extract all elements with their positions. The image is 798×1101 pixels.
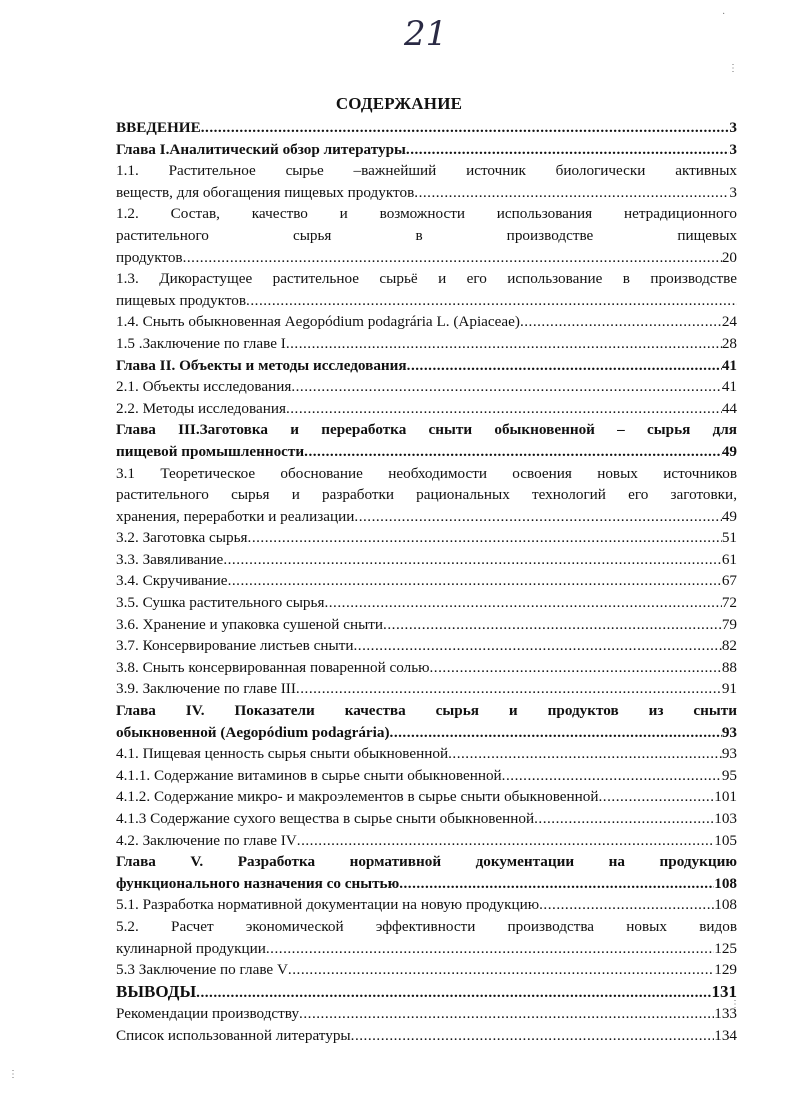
toc-entry-title: 1.4. Сныть обыкновенная Aegopódium podagrária L. (Apiaceae)	[116, 313, 520, 331]
toc-entry	[116, 678, 737, 700]
toc-entry-line	[116, 333, 737, 355]
toc-dot-leader	[354, 506, 721, 528]
toc-page-number: 82	[721, 637, 737, 655]
toc-dot-leader	[406, 139, 730, 161]
toc-entry	[116, 916, 737, 959]
toc-dot-leader	[246, 290, 737, 312]
toc-entry-line	[116, 808, 737, 830]
toc-entry	[116, 570, 737, 592]
toc-entry	[116, 851, 737, 894]
toc-entry-title: 3.6. Хранение и упаковка сушеной сныти	[116, 615, 384, 633]
toc-entry-line	[116, 311, 737, 333]
toc-dot-leader	[228, 570, 722, 592]
toc-page-number: 51	[721, 529, 737, 547]
toc-entry-line	[116, 527, 737, 549]
toc-dot-leader	[223, 549, 722, 571]
toc-entry-title: обыкновенной (Aegopódium podagrária)	[116, 723, 390, 741]
toc-entry	[116, 139, 737, 161]
toc-page-number: 103	[714, 810, 737, 827]
toc-page-number: 129	[714, 961, 737, 979]
toc-entry-title: продуктов	[116, 248, 183, 266]
toc-page-number: 67	[721, 572, 737, 590]
toc-entry-line	[116, 657, 737, 679]
toc-dot-leader	[353, 635, 721, 657]
toc-dot-leader	[407, 355, 722, 377]
toc-entry	[116, 786, 737, 808]
toc-dot-leader	[196, 982, 711, 1004]
toc-dot-leader	[539, 894, 714, 916]
toc-entry-title: пищевой промышленности	[116, 442, 305, 460]
toc-entry-title: 3.7. Консервирование листьев сныти	[116, 637, 354, 655]
toc-page-number: 72	[721, 594, 737, 612]
toc-entry-title: ВЫВОДЫ	[116, 981, 197, 1001]
toc-entry-line	[116, 678, 737, 700]
toc-dot-leader	[296, 678, 722, 700]
scan-artifact: ·	[722, 9, 726, 20]
toc-entry-title: 3.2. Заготовка сырья	[116, 529, 248, 547]
toc-entry	[116, 592, 737, 614]
toc-dot-leader	[297, 830, 714, 852]
toc-entry-title: 3.4. Скручивание	[116, 572, 228, 590]
toc-page-number: 3	[729, 119, 737, 136]
toc-page-number: 93	[721, 745, 737, 763]
toc-entry-text-line: растительного сырья и разработки рациональных технологий его заготовки,	[116, 486, 737, 504]
toc-dot-leader	[599, 786, 715, 808]
toc-entry	[116, 743, 737, 765]
toc-entry-title: хранения, переработки и реализации	[116, 507, 355, 525]
toc-dot-leader	[291, 376, 722, 398]
toc-entry	[116, 463, 737, 528]
toc-entry-line	[116, 398, 737, 420]
toc-entry-title: веществ, для обогащения пищевых продуктов	[116, 183, 415, 201]
toc-entry-title: 4.1.2. Содержание микро- и макроэлементов в сырье сныти обыкновенной	[116, 788, 599, 806]
toc-entry-text-line: Глава IV. Показатели качества сырья и продуктов из сныти	[116, 702, 737, 720]
toc-entry-line	[116, 786, 737, 808]
toc-page-number: 108	[714, 896, 737, 914]
toc-title: СОДЕРЖАНИЕ	[335, 94, 463, 113]
toc-entry-title: Список использованной литературы	[116, 1026, 351, 1044]
toc-entry-title: 4.1.1. Содержание витаминов в сырье сныти обыкновенной	[116, 766, 502, 784]
toc-entry-line	[116, 290, 737, 312]
toc-entry-title: 4.1.3 Содержание сухого вещества в сырье сныти обыкновенной	[116, 810, 535, 827]
toc-entry-title: кулинарной продукции	[116, 939, 266, 957]
table-of-contents	[116, 117, 737, 1047]
toc-entry	[116, 549, 737, 571]
toc-page-number: 101	[714, 788, 737, 806]
toc-dot-leader	[266, 938, 714, 960]
toc-page-number: 91	[721, 680, 737, 698]
toc-entry-line	[116, 959, 737, 981]
toc-entry-text-line: 3.1 Теоретическое обоснование необходимости освоения новых источников	[116, 464, 737, 482]
toc-entry	[116, 376, 737, 398]
toc-page-number: 20	[721, 248, 737, 266]
toc-entry-line	[116, 506, 737, 528]
toc-page-number: 125	[714, 939, 737, 957]
toc-entry	[116, 894, 737, 916]
toc-page-number: 28	[721, 334, 737, 352]
toc-entry-line	[116, 592, 737, 614]
toc-entry-title: функционального назначения со снытью	[116, 874, 400, 892]
toc-entry	[116, 333, 737, 355]
toc-entry-title: Глава I.Аналитический обзор литературы	[116, 140, 406, 158]
scan-artifact: ⋮	[730, 999, 740, 1010]
toc-entry-title: 4.1. Пищевая ценность сырья сныти обыкновенной	[116, 745, 449, 763]
toc-entry-line	[116, 376, 737, 398]
toc-entry	[116, 419, 737, 462]
toc-entry-line	[116, 722, 737, 744]
toc-entry-title: Глава II. Объекты и методы исследования	[116, 356, 407, 374]
toc-dot-leader	[286, 398, 722, 420]
toc-dot-leader	[414, 182, 729, 204]
toc-entry	[116, 117, 737, 139]
toc-entry	[116, 959, 737, 981]
toc-page-number: 41	[721, 378, 737, 396]
toc-dot-leader	[390, 722, 722, 744]
toc-entry-text-line: 1.1. Растительное сырье –важнейший источник биологически активных	[116, 162, 737, 180]
toc-entry-line	[116, 873, 737, 895]
toc-page-number: 49	[721, 507, 737, 525]
toc-dot-leader	[502, 765, 722, 787]
toc-entry-text-line: Глава III.Заготовка и переработка сныти обыкновенной – сырья для	[116, 421, 737, 439]
toc-entry-line	[116, 894, 737, 916]
toc-page-number: 105	[714, 831, 737, 849]
toc-dot-leader	[183, 247, 722, 269]
toc-entry-line	[116, 614, 737, 636]
toc-page-number: 49	[721, 442, 737, 460]
toc-dot-leader	[399, 873, 714, 895]
toc-dot-leader	[286, 333, 722, 355]
toc-entry	[116, 203, 737, 268]
toc-entry	[116, 1025, 737, 1047]
toc-dot-leader	[520, 311, 722, 333]
toc-page-number: 3	[729, 140, 737, 158]
toc-dot-leader	[304, 441, 722, 463]
toc-dot-leader	[288, 959, 714, 981]
toc-entry-line	[116, 743, 737, 765]
toc-page-number: 134	[714, 1026, 737, 1044]
toc-entry-line	[116, 570, 737, 592]
toc-entry-title: 3.8. Сныть консервированная поваренной солью	[116, 658, 430, 676]
toc-entry-text-line: Глава V. Разработка нормативной документации на продукцию	[116, 853, 737, 871]
toc-entry-line	[116, 247, 737, 269]
toc-page-number: 41	[721, 356, 737, 374]
toc-entry-title: 2.1. Объекты исследования	[116, 378, 292, 396]
toc-dot-leader	[324, 592, 721, 614]
toc-entry-text-line: растительного сырья в производстве пищевых	[116, 226, 737, 244]
toc-entry	[116, 765, 737, 787]
toc-entry	[116, 830, 737, 852]
toc-entry	[116, 268, 737, 311]
toc-page-number: 108	[714, 874, 737, 892]
toc-entry-line	[116, 182, 737, 204]
scan-artifact: ⋮	[8, 1069, 18, 1080]
toc-entry	[116, 355, 737, 377]
toc-entry	[116, 635, 737, 657]
toc-dot-leader	[448, 743, 722, 765]
toc-entry	[116, 398, 737, 420]
toc-page-number: 95	[721, 766, 737, 784]
toc-entry-line	[116, 830, 737, 852]
toc-page-number: 133	[714, 1005, 737, 1023]
toc-dot-leader	[248, 527, 722, 549]
toc-entry	[116, 981, 737, 1004]
toc-entry-line	[116, 355, 737, 377]
toc-entry-line	[116, 117, 737, 139]
toc-entry-line	[116, 635, 737, 657]
toc-entry-text-line: 1.2. Состав, качество и возможности использования нетрадиционного	[116, 205, 737, 223]
toc-entry-title: ВВЕДЕНИЕ	[116, 119, 201, 136]
page-number: 21	[404, 14, 448, 54]
toc-entry-text-line: 1.3. Дикорастущее растительное сырьё и его использование в производстве	[116, 270, 737, 288]
toc-page-number: 79	[721, 615, 737, 633]
toc-entry	[116, 808, 737, 830]
toc-page-number: 3	[729, 183, 737, 201]
toc-entry-title: 3.9. Заключение по главе III	[116, 680, 296, 698]
toc-entry-title: 5.3 Заключение по главе V	[116, 961, 288, 979]
toc-entry-line	[116, 441, 737, 463]
toc-page-number: 61	[721, 550, 737, 568]
toc-dot-leader	[534, 808, 714, 830]
toc-entry	[116, 1003, 737, 1025]
toc-entry-title: 3.3. Завяливание	[116, 550, 224, 568]
toc-entry-title: 2.2. Методы исследования	[116, 399, 286, 417]
toc-dot-leader	[299, 1003, 714, 1025]
toc-entry-line	[116, 1025, 737, 1047]
toc-page-number: 93	[721, 723, 737, 741]
toc-dot-leader	[351, 1025, 715, 1047]
toc-entry-text-line: 5.2. Расчет экономической эффективности производства новых видов	[116, 917, 737, 935]
toc-page-number: 131	[711, 981, 737, 1001]
toc-entry-line	[116, 981, 737, 1004]
toc-entry-title: пищевых продуктов	[116, 291, 247, 309]
toc-entry-title: 4.2. Заключение по главе IV	[116, 831, 297, 849]
toc-entry-title: Рекомендации производству	[116, 1005, 300, 1023]
toc-entry	[116, 160, 737, 203]
toc-entry	[116, 311, 737, 333]
toc-entry-line	[116, 765, 737, 787]
toc-entry-title: 5.1. Разработка нормативной документации на новую продукцию	[116, 896, 540, 914]
toc-entry	[116, 614, 737, 636]
toc-entry-line	[116, 549, 737, 571]
toc-entry	[116, 527, 737, 549]
toc-dot-leader	[430, 657, 722, 679]
toc-entry	[116, 657, 737, 679]
toc-dot-leader	[201, 117, 730, 139]
toc-entry-title: 3.5. Сушка растительного сырья	[116, 594, 325, 612]
toc-page-number: 24	[721, 313, 737, 331]
toc-entry-line	[116, 938, 737, 960]
toc-page-number: 88	[721, 658, 737, 676]
toc-entry-line	[116, 139, 737, 161]
toc-entry-line	[116, 1003, 737, 1025]
scan-artifact: ⋮	[728, 63, 738, 74]
toc-entry-title: 1.5 .Заключение по главе I	[116, 334, 286, 352]
toc-dot-leader	[383, 614, 722, 636]
toc-entry	[116, 700, 737, 743]
toc-page-number: 44	[721, 399, 737, 417]
